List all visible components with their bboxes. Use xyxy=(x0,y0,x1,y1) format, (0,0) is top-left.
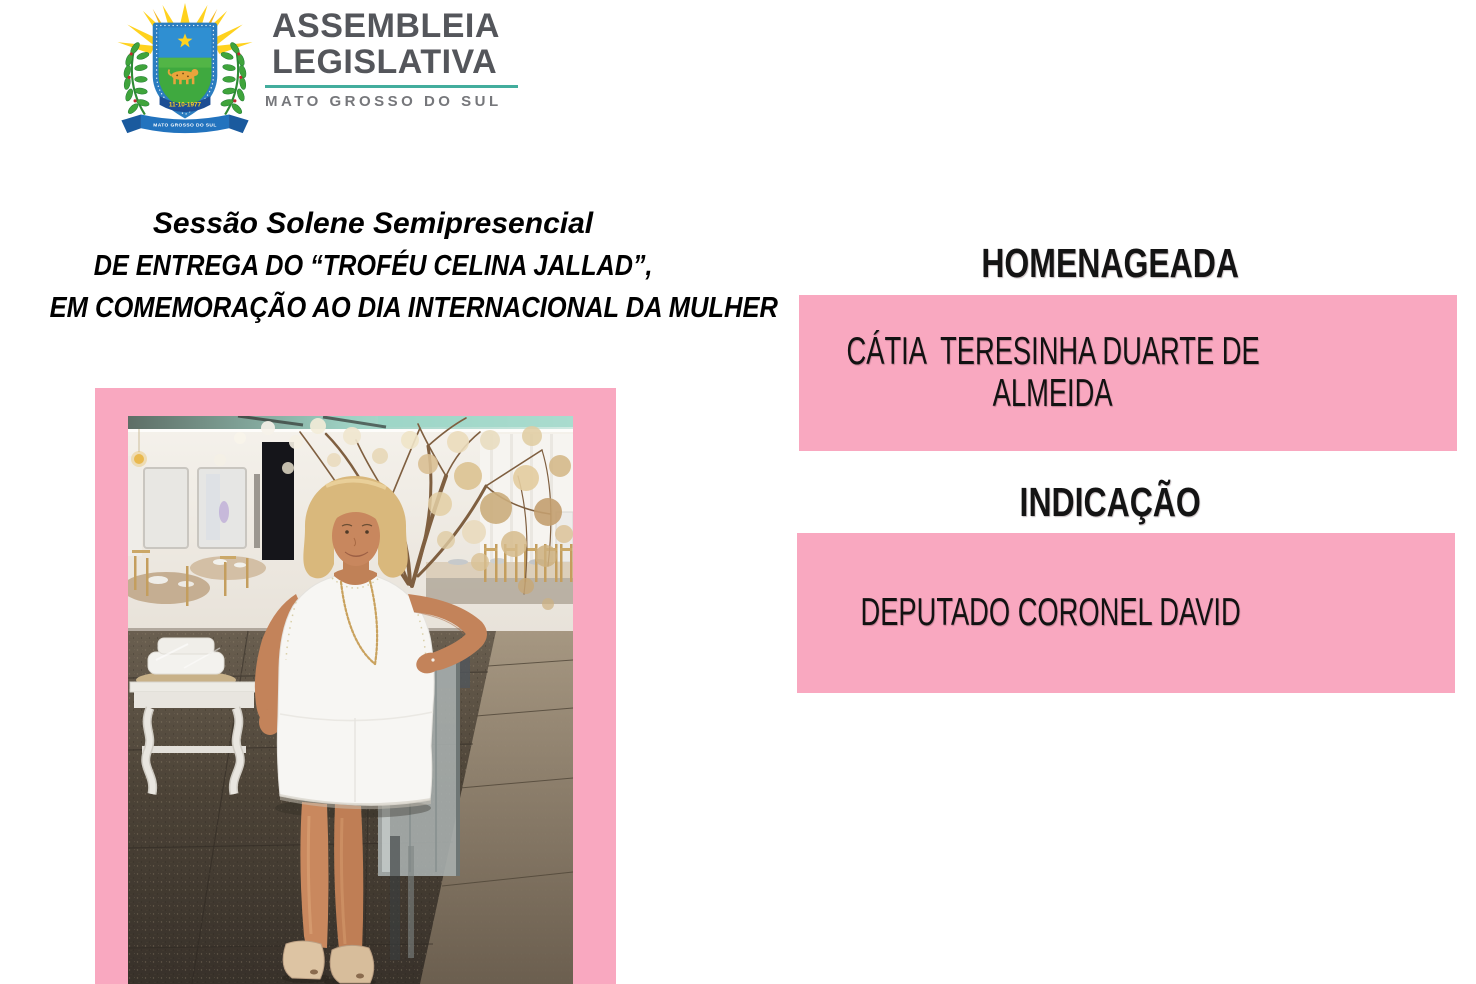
shield-date: 11-10-1977 xyxy=(168,101,202,109)
event-title-line2: DE ENTREGA DO “TROFÉU CELINA JALLAD”, xyxy=(93,250,653,282)
indication-heading: INDICAÇÃO xyxy=(1019,479,1201,525)
person-dress xyxy=(277,568,434,809)
indication-name-box xyxy=(797,533,1455,693)
ribbon-text: MATO GROSSO DO SUL xyxy=(153,123,217,129)
coat-of-arms-icon xyxy=(110,3,260,140)
honoree-name-line2: ALMEIDA xyxy=(993,372,1113,415)
honoree-name-line1: CÁTIA TERESINHA DUARTE DE xyxy=(846,330,1260,373)
event-title-line3: EM COMEMORAÇÃO AO DIA INTERNACIONAL DA MULHER xyxy=(49,292,778,324)
dark-panel xyxy=(262,442,294,560)
person-head xyxy=(303,476,407,578)
indication-name: DEPUTADO CORONEL DAVID xyxy=(860,591,1242,634)
honoree-photo-frame xyxy=(95,388,616,984)
honoree-heading: HOMENAGEADA xyxy=(981,240,1239,286)
honoree-name xyxy=(799,295,1307,451)
logo-underline-divider xyxy=(265,85,518,88)
org-name-line1: ASSEMBLEIA xyxy=(272,7,500,45)
org-name-line2: LEGISLATIVA xyxy=(272,43,498,81)
honoree-photo xyxy=(128,416,573,984)
assembly-logo xyxy=(0,0,560,150)
org-subtitle: MATO GROSSO DO SUL xyxy=(265,93,502,110)
honoree-name-box xyxy=(799,295,1457,451)
event-title-line1: Sessão Solene Semipresencial xyxy=(152,207,594,240)
laurel-branch-icon xyxy=(123,41,150,115)
shield-icon xyxy=(153,23,218,119)
event-title xyxy=(0,203,778,329)
